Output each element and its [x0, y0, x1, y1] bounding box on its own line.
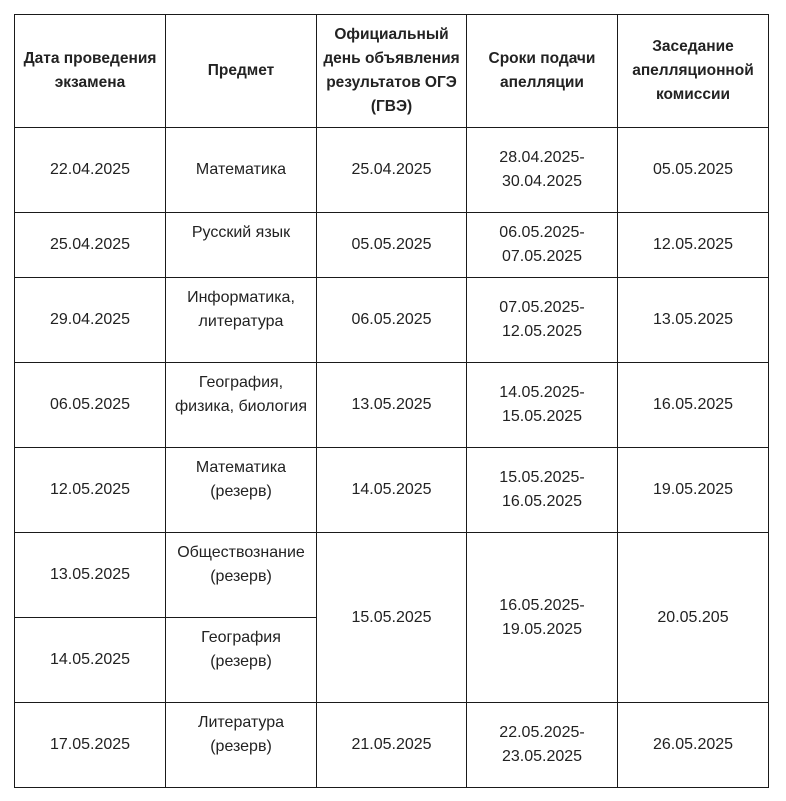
- cell-appeal-period: [467, 128, 618, 213]
- header-commission: [618, 15, 769, 128]
- header-line: комиссии: [655, 86, 731, 103]
- subject-line: Литература: [197, 714, 285, 731]
- header-line: апелляции: [500, 74, 584, 91]
- subject-line: (резерв): [210, 738, 272, 755]
- header-line: Официальный: [334, 26, 449, 43]
- cell-date: 06.05.2025: [15, 363, 166, 448]
- appeal-start: 06.05.2025-: [499, 224, 585, 241]
- cell-commission-date: 12.05.2025: [618, 213, 769, 278]
- appeal-end: 12.05.2025: [501, 323, 583, 340]
- header-results-day: [317, 15, 467, 128]
- subject-line: География,: [198, 374, 284, 391]
- header-line: Дата проведения: [23, 50, 157, 67]
- cell-result-date-merged: 15.05.2025: [317, 533, 467, 703]
- header-line: апелляционной: [632, 62, 754, 79]
- cell-date: 29.04.2025: [15, 278, 166, 363]
- header-line: (ГВЭ): [370, 98, 413, 115]
- cell-commission-date-merged: 20.05.205: [618, 533, 769, 703]
- subject-line: Информатика,: [187, 289, 295, 306]
- cell-commission-date: 13.05.2025: [618, 278, 769, 363]
- header-line: Сроки подачи: [488, 50, 596, 67]
- appeal-end: 30.04.2025: [501, 173, 583, 190]
- subject-line: (резерв): [210, 653, 272, 670]
- header-line: экзамена: [54, 74, 126, 91]
- table-row: [15, 533, 769, 618]
- cell-subject: [166, 703, 317, 788]
- header-line: день объявления: [323, 50, 460, 67]
- cell-result-date: 21.05.2025: [317, 703, 467, 788]
- table-row: [15, 363, 769, 448]
- appeal-end: 16.05.2025: [501, 493, 583, 510]
- appeal-end: 19.05.2025: [501, 620, 583, 638]
- subject-line: Русский язык: [191, 224, 291, 241]
- cell-appeal-period-merged: [467, 533, 618, 703]
- cell-subject: [166, 448, 317, 533]
- cell-appeal-period: [467, 703, 618, 788]
- cell-subject: [166, 128, 317, 213]
- exam-schedule-table: [14, 14, 769, 788]
- appeal-start: 15.05.2025-: [499, 469, 585, 486]
- table-row: [15, 128, 769, 213]
- header-appeal-period: [467, 15, 618, 128]
- appeal-start: 28.04.2025-: [499, 149, 585, 166]
- cell-appeal-period: [467, 278, 618, 363]
- cell-result-date: 14.05.2025: [317, 448, 467, 533]
- header-subject: [166, 15, 317, 128]
- subject-line: Математика: [195, 459, 287, 476]
- appeal-end: 15.05.2025: [501, 408, 583, 425]
- cell-date: 12.05.2025: [15, 448, 166, 533]
- cell-subject: [166, 618, 317, 703]
- table-row: [15, 703, 769, 788]
- cell-result-date: 06.05.2025: [317, 278, 467, 363]
- cell-date: 14.05.2025: [15, 618, 166, 703]
- appeal-end: 07.05.2025: [501, 248, 583, 265]
- header-exam-date: [15, 15, 166, 128]
- cell-appeal-period: [467, 363, 618, 448]
- table-row: [15, 448, 769, 533]
- cell-date: 25.04.2025: [15, 213, 166, 278]
- subject-line: литература: [198, 313, 284, 330]
- cell-subject: [166, 363, 317, 448]
- cell-subject: [166, 278, 317, 363]
- cell-date: 22.04.2025: [15, 128, 166, 213]
- header-line: результатов ОГЭ: [326, 74, 457, 91]
- subject-line: (резерв): [210, 568, 272, 585]
- appeal-start: 22.05.2025-: [499, 724, 585, 741]
- appeal-end: 23.05.2025: [501, 748, 583, 765]
- cell-commission-date: 26.05.2025: [618, 703, 769, 788]
- cell-date: 17.05.2025: [15, 703, 166, 788]
- header-line: Предмет: [207, 62, 275, 79]
- cell-date: 13.05.2025: [15, 533, 166, 618]
- subject-line: Математика: [195, 161, 287, 178]
- subject-line: Обществознание: [177, 544, 305, 561]
- cell-subject: [166, 533, 317, 618]
- cell-commission-date: 16.05.2025: [618, 363, 769, 448]
- cell-result-date: 25.04.2025: [317, 128, 467, 213]
- subject-line: (резерв): [210, 483, 272, 500]
- subject-line: физика, биология: [174, 398, 307, 415]
- cell-appeal-period: [467, 448, 618, 533]
- appeal-start: 07.05.2025-: [499, 299, 585, 316]
- header-line: Заседание: [652, 38, 734, 55]
- table-row: [15, 213, 769, 278]
- cell-appeal-period: [467, 213, 618, 278]
- table-row: [15, 278, 769, 363]
- cell-commission-date: 05.05.2025: [618, 128, 769, 213]
- cell-subject: [166, 213, 317, 278]
- subject-line: География: [201, 629, 281, 646]
- cell-result-date: 13.05.2025: [317, 363, 467, 448]
- appeal-start: 14.05.2025-: [499, 384, 585, 401]
- appeal-start: 16.05.2025-: [499, 596, 585, 614]
- cell-result-date: 05.05.2025: [317, 213, 467, 278]
- cell-commission-date: 19.05.2025: [618, 448, 769, 533]
- table-header-row: [15, 15, 769, 128]
